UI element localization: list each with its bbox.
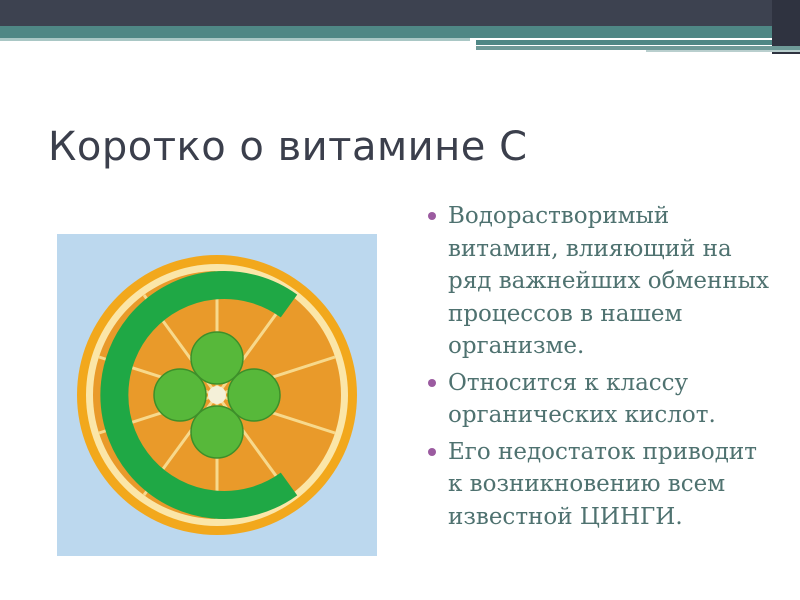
bullet-dot-icon bbox=[428, 379, 436, 387]
header-line-faint bbox=[646, 50, 800, 52]
bullet-text: Относится к классу органических кислот. bbox=[448, 369, 716, 428]
bullet-item bbox=[426, 436, 776, 534]
vitamin-c-orange-image bbox=[57, 234, 377, 556]
bullet-text: Его недостаток приводит к возникновению всем известной ЦИНГИ. bbox=[448, 438, 757, 530]
bullet-item bbox=[426, 200, 776, 363]
bullet-dot-icon bbox=[428, 212, 436, 220]
header-band-teal bbox=[0, 26, 772, 38]
orange-slice-illustration bbox=[57, 234, 377, 556]
header-line-teal bbox=[476, 40, 772, 45]
clover-center bbox=[208, 386, 226, 404]
bullet-item bbox=[426, 367, 776, 432]
header-line-light bbox=[0, 38, 470, 41]
header-band-dark bbox=[0, 0, 800, 26]
slide-title: Коротко о витамине С bbox=[48, 124, 528, 170]
bullet-text: Водорастворимый витамин, влияющий на ряд важнейших обменных процессов в нашем организме. bbox=[448, 203, 769, 359]
bullet-dot-icon bbox=[428, 448, 436, 456]
bullet-list bbox=[426, 200, 776, 537]
